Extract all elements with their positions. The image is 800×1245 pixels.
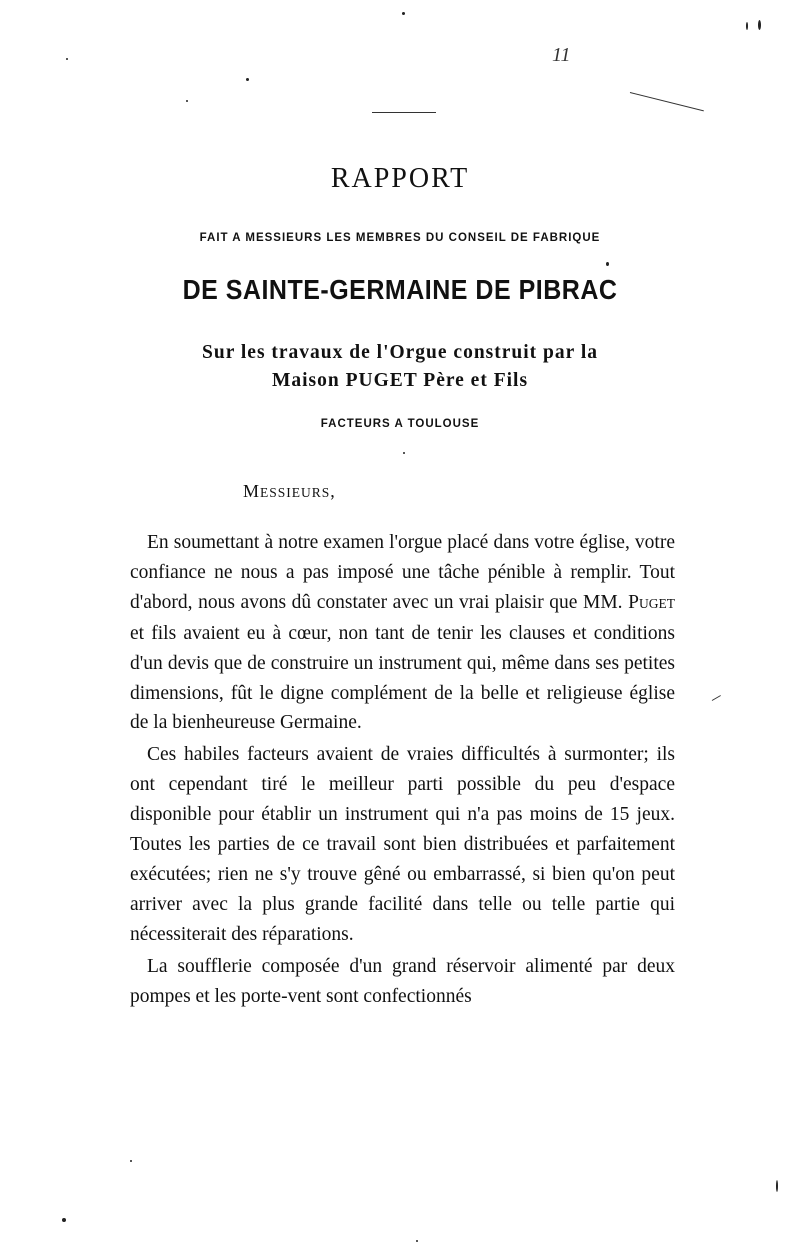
church-heading: DE SAINTE-GERMAINE DE PIBRAC <box>182 274 618 306</box>
paragraph-1-text-a: En soumettant à notre examen l'orgue placé dans votre église, votre confiance ne nous a pas imposé une tâche pénible à remplir. Tout d'abord, nous avons dû constater avec un vrai plaisir que MM. <box>130 532 675 613</box>
scan-speck <box>758 20 761 30</box>
body-text <box>130 528 675 1014</box>
scan-stroke <box>372 112 436 113</box>
scan-speck <box>403 452 405 454</box>
scan-speck <box>66 58 68 60</box>
maker-line: FACTEURS A TOULOUSE <box>320 418 480 430</box>
scan-speck <box>606 262 609 266</box>
scan-stroke <box>630 92 704 111</box>
paragraph-3: La soufflerie composée d'un grand réservoir alimenté par deux pompes et les porte-vent sont confectionnés <box>130 955 675 1007</box>
paragraph-1-text-b: et fils avaient eu à cœur, non tant de tenir les clauses et conditions d'un devis que de construire un instrument qui, même dans ses petites dimensions, fût le digne complément de la belle et religieuse église de la bienheureuse Germaine. <box>130 622 675 734</box>
scan-speck <box>186 100 188 102</box>
scan-speck <box>246 78 249 81</box>
paragraph-1 <box>130 528 675 738</box>
report-subtitle: FAIT A MESSIEURS LES MEMBRES DU CONSEIL DE FABRIQUE <box>199 232 601 244</box>
scan-speck <box>402 12 405 15</box>
salutation-punct: , <box>330 481 336 501</box>
topic-line-2: Maison PUGET Père et Fils <box>271 370 529 391</box>
paragraph-2: Ces habiles facteurs avaient de vraies difficultés à surmonter; ils ont cependant tiré le meilleur parti possible du peu d'espace disponible pour établir un instrument qui n'a pas moins de 15 jeux. Toutes les parties de ce travail sont bien distribuées et parfaitement exécutées; rien ne s'y trouve gêné ou embarrassé, si bien qu'on peut arriver avec la plus grande facilité dans telle ou telle partie qui nécessiterait des réparations. <box>130 744 675 945</box>
salutation <box>243 481 336 502</box>
salutation-rest: ESSIEURS <box>260 485 331 500</box>
scan-stroke <box>712 695 721 701</box>
scan-speck <box>130 1160 132 1162</box>
scan-speck <box>416 1240 418 1242</box>
topic-heading <box>0 339 800 395</box>
page-mark: 11 <box>552 44 571 66</box>
scan-speck <box>62 1218 66 1222</box>
report-title: RAPPORT <box>330 163 470 194</box>
scan-speck <box>746 22 748 30</box>
maker-name-rest: UGET <box>639 595 675 611</box>
scan-speck <box>776 1180 778 1192</box>
topic-line-1: Sur les travaux de l'Orgue construit par la <box>202 342 598 363</box>
maker-name-initial: P <box>628 591 639 613</box>
salutation-initial: M <box>243 481 261 501</box>
